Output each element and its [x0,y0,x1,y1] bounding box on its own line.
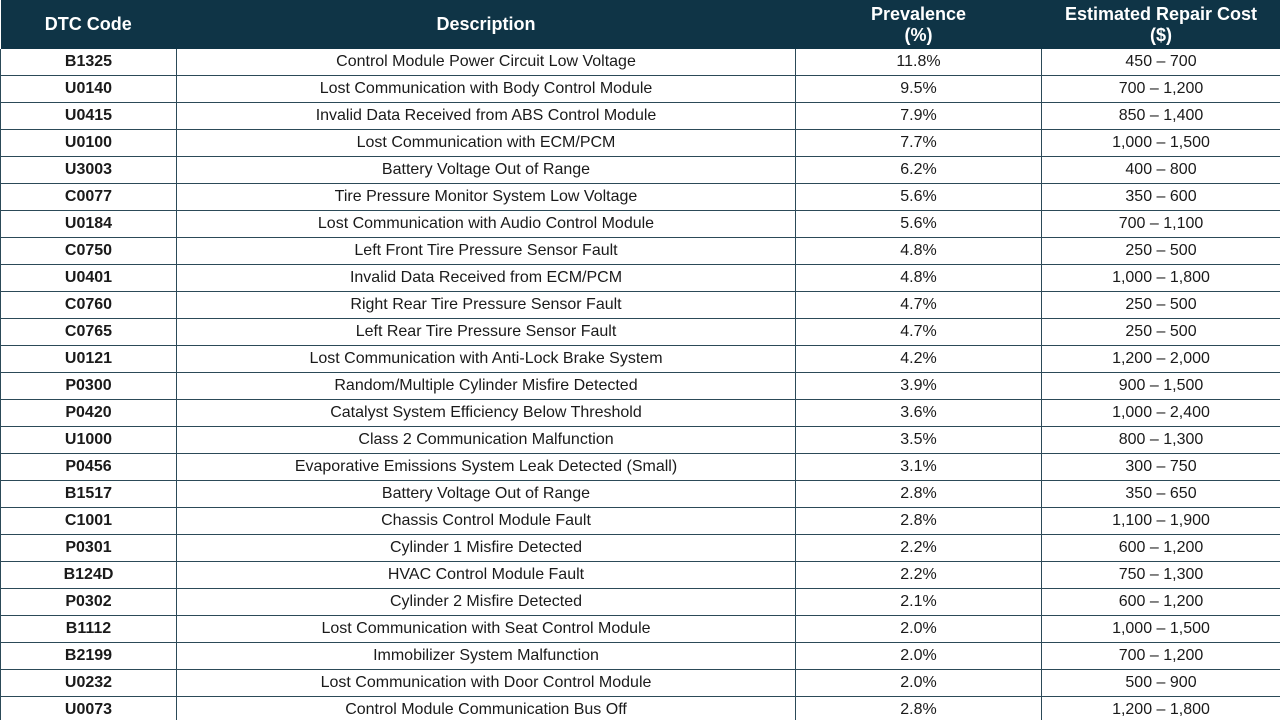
repair-cost-cell: 850 – 1,400 [1042,103,1280,130]
dtc-code-cell: P0301 [1,535,177,562]
prevalence-cell: 2.8% [796,481,1042,508]
dtc-code-cell: U0401 [1,265,177,292]
dtc-code-cell: B124D [1,562,177,589]
repair-cost-cell: 1,000 – 1,800 [1042,265,1280,292]
prevalence-cell: 4.8% [796,238,1042,265]
description-cell: Control Module Communication Bus Off [177,697,796,720]
repair-cost-cell: 300 – 750 [1042,454,1280,481]
table-row [1,697,1280,720]
description-cell: Left Rear Tire Pressure Sensor Fault [177,319,796,346]
table-row [1,643,1280,670]
dtc-code-cell: U0184 [1,211,177,238]
dtc-code-cell: B1517 [1,481,177,508]
prevalence-cell: 3.9% [796,373,1042,400]
repair-cost-cell: 250 – 500 [1042,319,1280,346]
dtc-code-cell: U0121 [1,346,177,373]
table-row [1,184,1280,211]
prevalence-cell: 4.7% [796,319,1042,346]
table-row [1,130,1280,157]
repair-cost-cell: 250 – 500 [1042,238,1280,265]
header-prevalence-line1: Prevalence [870,3,967,24]
dtc-code-cell: C0077 [1,184,177,211]
repair-cost-cell: 1,200 – 2,000 [1042,346,1280,373]
description-cell: Lost Communication with Anti-Lock Brake System [177,346,796,373]
description-cell: Tire Pressure Monitor System Low Voltage [177,184,796,211]
repair-cost-cell: 250 – 500 [1042,292,1280,319]
repair-cost-cell: 700 – 1,100 [1042,211,1280,238]
prevalence-cell: 7.9% [796,103,1042,130]
table-row [1,157,1280,184]
header-row [1,0,1280,49]
dtc-code-cell: U3003 [1,157,177,184]
repair-cost-cell: 400 – 800 [1042,157,1280,184]
table-row [1,373,1280,400]
header-prevalence [796,0,1042,49]
repair-cost-cell: 1,200 – 1,800 [1042,697,1280,720]
prevalence-cell: 4.8% [796,265,1042,292]
prevalence-cell: 2.0% [796,643,1042,670]
repair-cost-cell: 750 – 1,300 [1042,562,1280,589]
prevalence-cell: 4.7% [796,292,1042,319]
header-cost-line1: Estimated Repair Cost [1064,3,1258,24]
dtc-code-cell: U0232 [1,670,177,697]
prevalence-cell: 9.5% [796,76,1042,103]
header-dtc-code [1,0,177,49]
table-row [1,49,1280,76]
header-cost-line2: ($) [1150,24,1172,45]
prevalence-cell: 2.0% [796,616,1042,643]
dtc-code-cell: U0415 [1,103,177,130]
prevalence-cell: 3.6% [796,400,1042,427]
header-dtc-code-label: DTC Code [44,14,132,34]
repair-cost-cell: 1,100 – 1,900 [1042,508,1280,535]
dtc-code-cell: U0073 [1,697,177,720]
table-row [1,76,1280,103]
dtc-code-cell: C0765 [1,319,177,346]
prevalence-cell: 5.6% [796,184,1042,211]
description-cell: Lost Communication with Audio Control Module [177,211,796,238]
table-row [1,346,1280,373]
prevalence-cell: 2.8% [796,697,1042,720]
dtc-code-cell: U0100 [1,130,177,157]
repair-cost-cell: 1,000 – 2,400 [1042,400,1280,427]
repair-cost-cell: 1,000 – 1,500 [1042,130,1280,157]
dtc-code-cell: P0302 [1,589,177,616]
prevalence-cell: 7.7% [796,130,1042,157]
table-row [1,265,1280,292]
prevalence-cell: 2.2% [796,562,1042,589]
repair-cost-cell: 350 – 650 [1042,481,1280,508]
description-cell: Battery Voltage Out of Range [177,157,796,184]
description-cell: Chassis Control Module Fault [177,508,796,535]
dtc-code-cell: C0760 [1,292,177,319]
table-row [1,670,1280,697]
prevalence-cell: 2.1% [796,589,1042,616]
table-row [1,319,1280,346]
repair-cost-cell: 350 – 600 [1042,184,1280,211]
table-row [1,400,1280,427]
table-body [1,49,1280,720]
table-row [1,589,1280,616]
repair-cost-cell: 600 – 1,200 [1042,589,1280,616]
repair-cost-cell: 500 – 900 [1042,670,1280,697]
prevalence-cell: 4.2% [796,346,1042,373]
dtc-code-cell: C1001 [1,508,177,535]
dtc-code-cell: U1000 [1,427,177,454]
header-prevalence-line2: (%) [904,24,933,45]
dtc-code-cell: P0456 [1,454,177,481]
header-repair-cost [1042,0,1280,49]
repair-cost-cell: 700 – 1,200 [1042,76,1280,103]
prevalence-cell: 5.6% [796,211,1042,238]
dtc-code-cell: B2199 [1,643,177,670]
table-header [1,0,1280,49]
dtc-code-cell: P0300 [1,373,177,400]
prevalence-cell: 2.0% [796,670,1042,697]
table-row [1,292,1280,319]
description-cell: Left Front Tire Pressure Sensor Fault [177,238,796,265]
table-row [1,454,1280,481]
description-cell: Lost Communication with ECM/PCM [177,130,796,157]
repair-cost-cell: 1,000 – 1,500 [1042,616,1280,643]
description-cell: Random/Multiple Cylinder Misfire Detected [177,373,796,400]
table-row [1,238,1280,265]
description-cell: Lost Communication with Body Control Module [177,76,796,103]
prevalence-cell: 2.8% [796,508,1042,535]
dtc-code-cell: P0420 [1,400,177,427]
repair-cost-cell: 450 – 700 [1042,49,1280,76]
description-cell: Control Module Power Circuit Low Voltage [177,49,796,76]
repair-cost-cell: 600 – 1,200 [1042,535,1280,562]
description-cell: Invalid Data Received from ABS Control Module [177,103,796,130]
prevalence-cell: 3.1% [796,454,1042,481]
repair-cost-cell: 700 – 1,200 [1042,643,1280,670]
description-cell: Lost Communication with Seat Control Module [177,616,796,643]
description-cell: Battery Voltage Out of Range [177,481,796,508]
table-row [1,508,1280,535]
dtc-code-cell: C0750 [1,238,177,265]
dtc-code-cell: B1112 [1,616,177,643]
prevalence-cell: 6.2% [796,157,1042,184]
description-cell: Lost Communication with Door Control Module [177,670,796,697]
table-row [1,211,1280,238]
repair-cost-cell: 800 – 1,300 [1042,427,1280,454]
prevalence-cell: 3.5% [796,427,1042,454]
description-cell: Right Rear Tire Pressure Sensor Fault [177,292,796,319]
description-cell: HVAC Control Module Fault [177,562,796,589]
prevalence-cell: 2.2% [796,535,1042,562]
header-description [177,0,796,49]
description-cell: Cylinder 1 Misfire Detected [177,535,796,562]
description-cell: Cylinder 2 Misfire Detected [177,589,796,616]
description-cell: Immobilizer System Malfunction [177,643,796,670]
table-row [1,481,1280,508]
description-cell: Catalyst System Efficiency Below Threshold [177,400,796,427]
prevalence-cell: 11.8% [796,49,1042,76]
table-row [1,616,1280,643]
dtc-code-cell: U0140 [1,76,177,103]
table-row [1,535,1280,562]
header-description-label: Description [436,14,536,34]
dtc-code-cell: B1325 [1,49,177,76]
description-cell: Evaporative Emissions System Leak Detected (Small) [177,454,796,481]
repair-cost-cell: 900 – 1,500 [1042,373,1280,400]
table-row [1,562,1280,589]
table-row [1,103,1280,130]
description-cell: Class 2 Communication Malfunction [177,427,796,454]
description-cell: Invalid Data Received from ECM/PCM [177,265,796,292]
table-row [1,427,1280,454]
